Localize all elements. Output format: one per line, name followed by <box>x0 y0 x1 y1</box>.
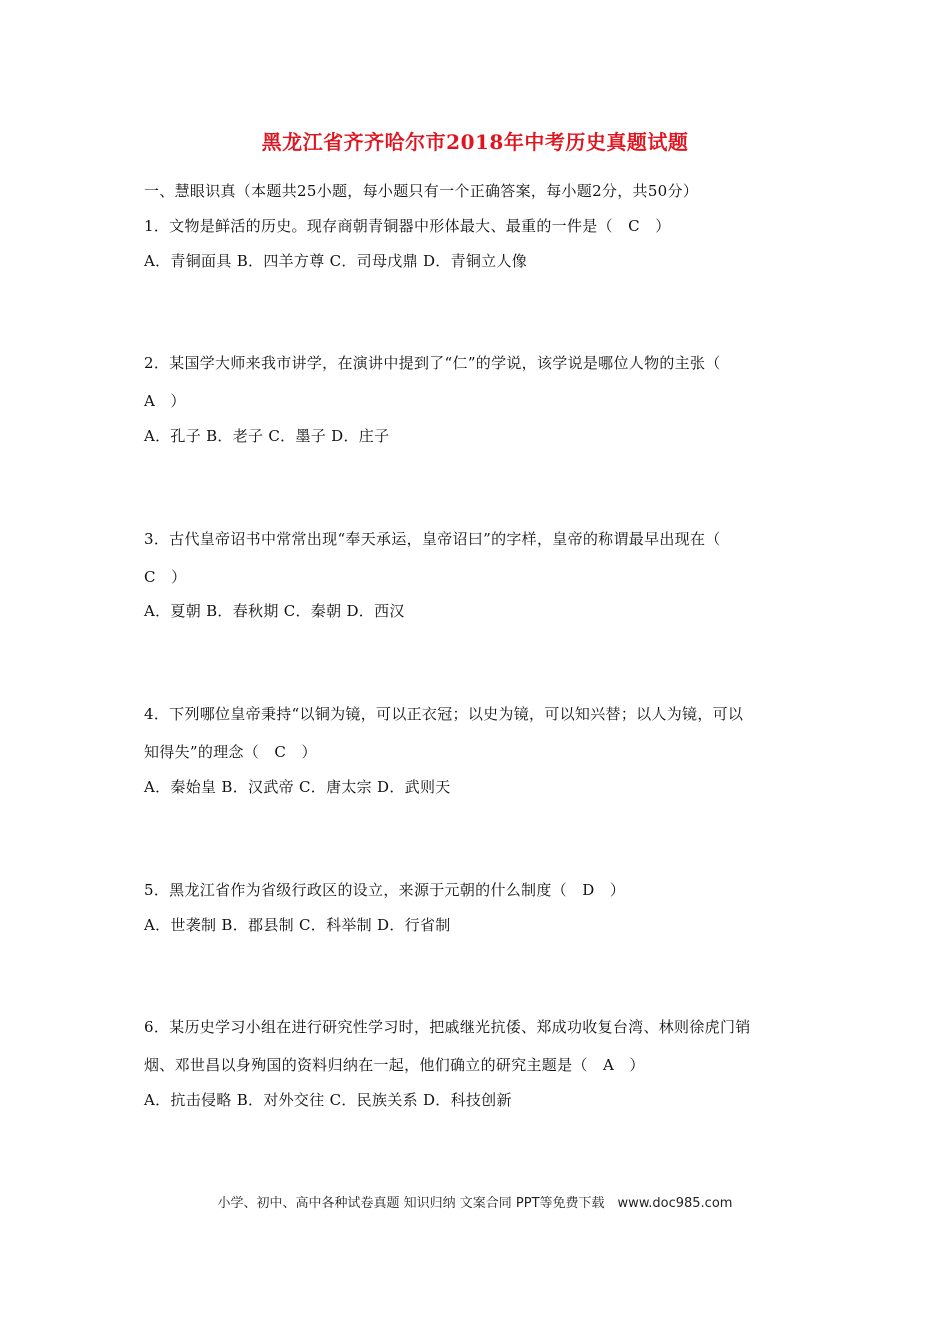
question-4-stem-cont: 知得失”的理念（ C ） <box>144 743 317 761</box>
question-3-stem-cont: C ） <box>144 568 187 586</box>
question-6-stem-cont: 烟、邓世昌以身殉国的资料归纳在一起，他们确立的研究主题是（ A ） <box>144 1056 645 1074</box>
question-2-stem-cont: A ） <box>144 392 186 410</box>
question-1-stem: 1．文物是鲜活的历史。现存商朝青铜器中形体最大、最重的一件是（ C ） <box>144 217 671 235</box>
question-2-stem: 2．某国学大师来我市讲学，在演讲中提到了“仁”的学说，该学说是哪位人物的主张（ <box>144 354 721 372</box>
question-1-options: A．青铜面具 B．四羊方尊 C．司母戊鼎 D．青铜立人像 <box>144 252 528 270</box>
document-title: 黑龙江省齐齐哈尔市2018年中考历史真题试题 <box>261 130 689 154</box>
question-3-options: A．夏朝 B．春秋期 C．秦朝 D．西汉 <box>144 602 405 620</box>
question-6-options: A．抗击侵略 B．对外交往 C．民族关系 D．科技创新 <box>144 1091 512 1109</box>
page-footer: 小学、初中、高中各种试卷真题 知识归纳 文案合同 PPT等免费下载 www.doc985.com <box>217 1196 733 1211</box>
question-2-options: A．孔子 B．老子 C．墨子 D．庄子 <box>144 427 390 445</box>
question-5-options: A．世袭制 B．郡县制 C．科举制 D．行省制 <box>144 916 451 934</box>
question-3-stem: 3．古代皇帝诏书中常常出现“奉天承运，皇帝诏曰”的字样，皇帝的称谓最早出现在（ <box>144 530 721 548</box>
section-heading: 一、慧眼识真（本题共25小题，每小题只有一个正确答案，每小题2分，共50分） <box>144 182 699 200</box>
question-6-stem: 6．某历史学习小组在进行研究性学习时，把戚继光抗倭、郑成功收复台湾、林则徐虎门销 <box>144 1018 751 1036</box>
question-4-options: A．秦始皇 B．汉武帝 C．唐太宗 D．武则天 <box>144 778 451 796</box>
question-4-stem: 4．下列哪位皇帝秉持“以铜为镜，可以正衣冠；以史为镜，可以知兴替；以人为镜，可以 <box>144 705 744 723</box>
question-5-stem: 5．黑龙江省作为省级行政区的设立，来源于元朝的什么制度（ D ） <box>144 881 626 899</box>
